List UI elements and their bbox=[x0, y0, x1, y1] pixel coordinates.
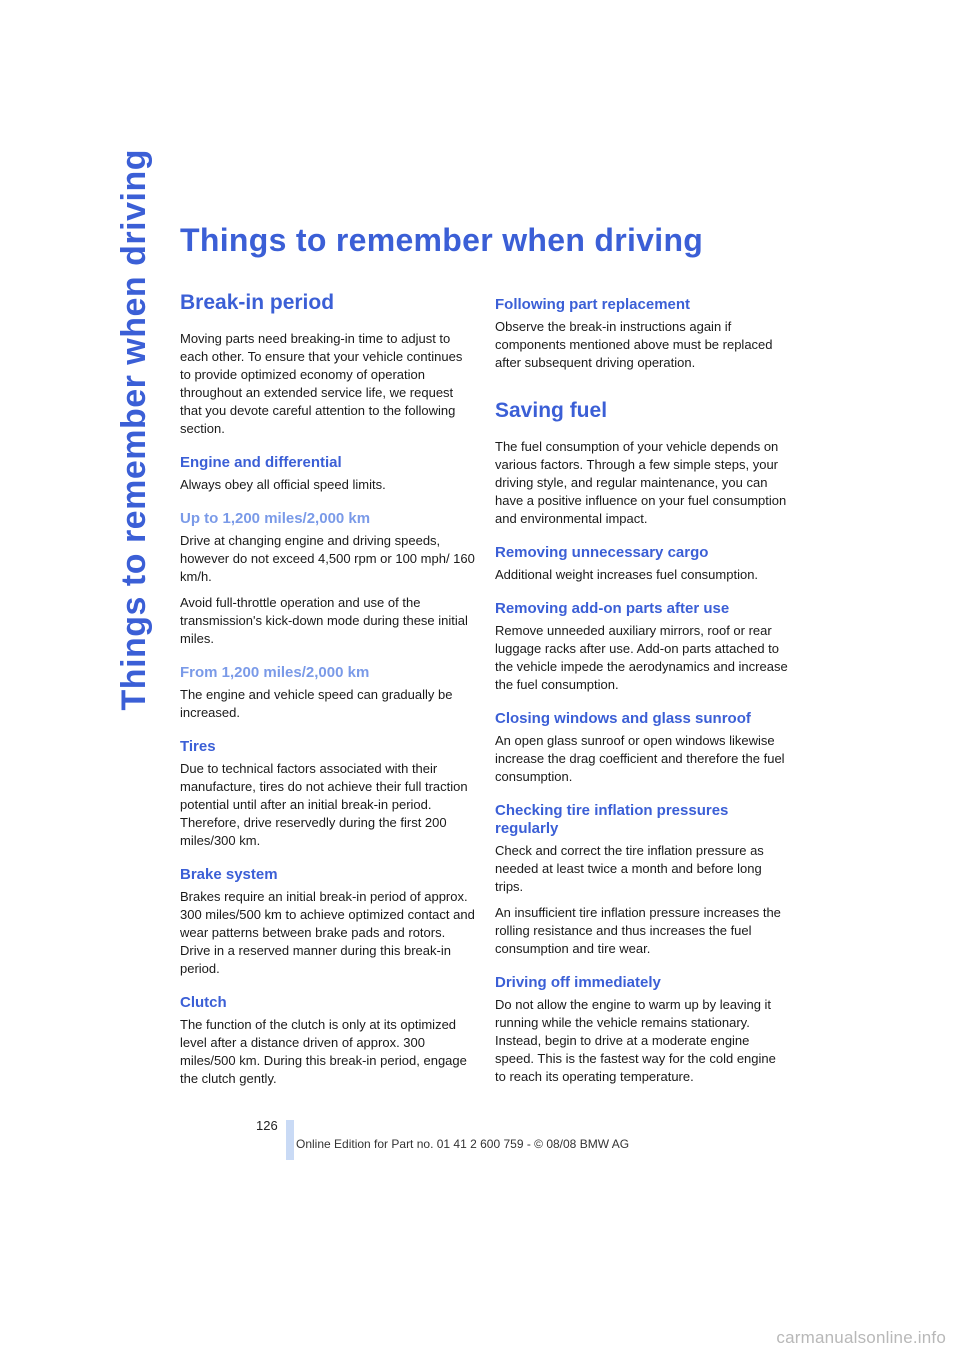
breakin-intro: Moving parts need breaking-in time to adjust to each other. To ensure that your vehicle continues to provide optimized economy of operation throughout an extended service life, we request that you devote careful attention to the following section. bbox=[180, 331, 463, 436]
upto-text-2: Avoid full-throttle operation and use of the transmission's kick-down mode during these initial miles. bbox=[180, 595, 468, 646]
following-text: Observe the break-in instructions again if components mentioned above must be replaced after subsequent driving operation. bbox=[495, 319, 773, 370]
windows-heading: Closing windows and glass sunroof bbox=[495, 710, 751, 727]
addon-text: Remove unneeded auxiliary mirrors, roof or rear luggage racks after use. Add-on parts attached to the vehicle impede the aerodynamics and increase the fuel consumption. bbox=[495, 623, 788, 692]
engine-text: Always obey all official speed limits. bbox=[180, 477, 386, 492]
footer-edition-text: Online Edition for Part no. 01 41 2 600 759 - © 08/08 BMW AG bbox=[296, 1137, 630, 1151]
right-column bbox=[495, 290, 790, 1094]
tire-pressure-text-2: An insufficient tire inflation pressure increases the rolling resistance and thus increases the fuel consumption and tire wear. bbox=[495, 905, 781, 956]
tire-pressure-heading: Checking tire inflation pressures regularly bbox=[495, 802, 729, 837]
footer-accent-bar bbox=[286, 1120, 294, 1160]
brake-text: Brakes require an initial break-in period of approx. 300 miles/500 km to achieve optimized contact and wear patterns between brake pads and rotors. Drive in a reserved manner during this break-in period. bbox=[180, 889, 475, 976]
clutch-text: The function of the clutch is only at its optimized level after a distance driven of approx. 300 miles/500 km. During this break-in period, engage the clutch gently. bbox=[180, 1017, 467, 1086]
cargo-text: Additional weight increases fuel consumption. bbox=[495, 567, 759, 582]
side-chapter-title-text: Things to remember when driving bbox=[114, 148, 153, 710]
cargo-heading: Removing unnecessary cargo bbox=[495, 544, 709, 561]
clutch-heading: Clutch bbox=[180, 994, 227, 1011]
page-title: Things to remember when driving bbox=[180, 222, 704, 258]
tire-pressure-text-1: Check and correct the tire inflation pressure as needed at least twice a month and before long trips. bbox=[495, 843, 764, 894]
from-text: The engine and vehicle speed can gradually be increased. bbox=[180, 687, 453, 720]
tires-heading: Tires bbox=[180, 738, 216, 755]
side-chapter-title bbox=[112, 148, 156, 710]
driving-off-heading: Driving off immediately bbox=[495, 974, 661, 991]
upto-text-1: Drive at changing engine and driving speeds, however do not exceed 4,500 rpm or 100 mph/ 160 km/h. bbox=[180, 533, 475, 584]
breakin-heading: Break-in period bbox=[180, 291, 335, 314]
from-heading: From 1,200 miles/2,000 km bbox=[180, 664, 370, 681]
watermark: carmanualsonline.info bbox=[776, 1328, 946, 1347]
left-column bbox=[180, 290, 475, 1096]
following-heading: Following part replacement bbox=[495, 296, 691, 313]
driving-off-text: Do not allow the engine to warm up by leaving it running while the vehicle remains stationary. Instead, begin to drive at a moderate engine speed. This is the fastest way for the cold engine to reach its operating temperature. bbox=[495, 997, 776, 1084]
engine-heading: Engine and differential bbox=[180, 454, 342, 471]
tires-text: Due to technical factors associated with their manufacture, tires do not achieve their full traction potential until after an initial break-in period. Therefore, drive reservedly during the first 200 miles/300 km. bbox=[180, 761, 468, 848]
windows-text: An open glass sunroof or open windows likewise increase the drag coefficient and therefore the fuel consumption. bbox=[495, 733, 785, 784]
addon-heading: Removing add-on parts after use bbox=[495, 600, 730, 617]
brake-heading: Brake system bbox=[180, 866, 278, 883]
page-number: 126 bbox=[256, 1118, 278, 1133]
saving-text: The fuel consumption of your vehicle depends on various factors. Through a few simple steps, your driving style, and regular maintenance, you can have a positive influence on your fuel consumption and environmental impact. bbox=[495, 439, 787, 526]
upto-heading: Up to 1,200 miles/2,000 km bbox=[180, 510, 371, 527]
saving-heading: Saving fuel bbox=[495, 399, 608, 422]
